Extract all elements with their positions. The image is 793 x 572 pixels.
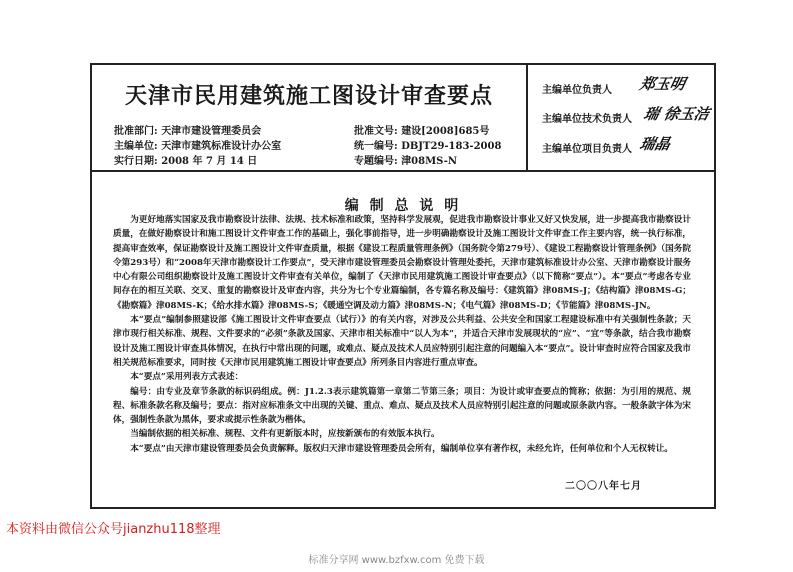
signature-role: 主编单位技术负责人 xyxy=(542,114,632,125)
footer-text: 标准分享网 www.bzfxw.com 免费下载 xyxy=(308,555,485,566)
paragraph: 本“要点”采用列表方式表述： xyxy=(130,372,244,383)
unified-code xyxy=(354,137,501,152)
handwritten-signature: 瑞晶 xyxy=(637,135,672,153)
handwritten-signature: 瑞 徐玉洁 xyxy=(641,105,712,123)
approval-dept xyxy=(114,122,261,137)
album-number xyxy=(354,152,457,167)
handwritten-signature: 郑玉明 xyxy=(637,75,687,93)
document-date: 二〇〇八年七月 xyxy=(565,481,642,492)
paragraph: 本“要点”由天津市建设管理委员会负责解释。版权归天津市建设管理委员会所有，编制单位享有著作权，未经允许，任何单位和个人无权转让。 xyxy=(130,443,673,454)
approval-doc-label: 批准文号: xyxy=(354,126,398,137)
unified-code-value: DBJT29-183-2008 xyxy=(401,141,502,152)
editor-unit xyxy=(114,137,281,152)
approval-doc-number xyxy=(354,122,489,137)
signature-row xyxy=(542,110,632,125)
paragraph: 本“要点”编制参照建设部《施工图设计文件审查要点（试行）》的有关内容，对涉及公共利益、公共安全和国家工程建设标准中有关强制性条款；天津市现行相关标准、规程、文件要求的“必须”条款及国家、天津市相关标准中“以人为本”，并适合天津市发展现状的“应”、“宜”等条款，结合我市勘察设计及施工图设计审查具体情况，在执行中常出现的问题，或难点、疑点及技术人员应特别引起注意的问题编入本“要点”。设计审查时应符合国家及我市相关规范标准要求，同时按《天津市民用建筑施工图设计审查要点》所列条目内容进行重点审查。 xyxy=(113,315,691,368)
album-number-value: 津08MS-N xyxy=(401,156,458,167)
section-title: 编 制 总 说 明 xyxy=(344,198,462,214)
unified-code-label: 统一编号: xyxy=(354,141,398,152)
header-block xyxy=(92,65,714,172)
watermark-text: 本资料由微信公众号jianzhu118整理 xyxy=(6,522,221,537)
approval-dept-value: 天津市建设管理委员会 xyxy=(161,126,262,137)
paragraph: 为更好地落实国家及我市勘察设计法律、法规、技术标准和政策，坚持科学发展观，促进我市勘察设计事业又好又快发展，进一步提高我市勘察设计质量，在做好勘察设计和施工图设计文件审查工作的基础上，强化事前指导，进一步明确勘察设计及施工图设计文件审查工作主要内容，统一执行标准，提高审查效率，保证勘察设计及施工图设计文件审查质量，根据《建设工程质量管理条例》（国务院令第279号）、《建设工程勘察设计管理条例》（国务院令第293号）和“2008年天津市勘察设计工作要点”，受天津市建设管理委员会勘察设计管理处委托，天津市建筑标准设计办公室、天津市勘察设计服务中心有限公司组织勘察设计及施工图设计文件审查有关单位，编制了《天津市民用建筑施工图设计审查要点》（以下简称“要点”）。本“要点”考虑各专业间存在的相互关联、交叉、重复的勘察设计及审查内容，共分为七个专业篇编制，各专篇名称及编号：《建筑篇》津08MS-J；《结构篇》津08MS-G；《勘察篇》津08MS-K；《给水排水篇》津08MS-S；《暖通空调及动力篇》津08MS-N；《电气篇》津08MS-D；《节能篇》津08MS-JN。 xyxy=(113,215,691,311)
document-title: 天津市民用建筑施工图设计审查要点 xyxy=(124,84,493,109)
effective-date xyxy=(114,152,257,167)
album-number-label: 专题编号: xyxy=(354,156,398,167)
editor-unit-value: 天津市建筑标准设计办公室 xyxy=(161,141,282,152)
body-text xyxy=(113,213,691,456)
signature-row xyxy=(542,140,632,155)
effective-date-label: 实行日期: xyxy=(114,156,158,167)
paragraph: 编号：由专业及章节条款的标识码组成。例：J1.2.3表示建筑篇第一章第二节第三条；项目：为设计或审查要点的简称；依据：为引用的规范、规程、标准条款名称及编号；要点：指对应标准条文中出现的关键、重点、难点、疑点及技术人员应特别引起注意的问题或原条款内容。一般条款字体为宋体，强制性条款为黑体，要求或提示性条款为楷体。 xyxy=(113,386,691,426)
approval-dept-label: 批准部门: xyxy=(114,126,158,137)
editor-unit-label: 主编单位: xyxy=(114,141,158,152)
signature-role: 主编单位负责人 xyxy=(542,85,612,96)
paragraph: 当编制依据的相关标准、规程、文件有更新版本时，应按新颁布的有效版本执行。 xyxy=(130,429,440,440)
approval-doc-value: 建设[2008]685号 xyxy=(401,126,490,137)
signature-row xyxy=(542,81,612,96)
effective-date-value: 2008 年 7 月 14 日 xyxy=(161,156,258,167)
signature-role: 主编单位项目负责人 xyxy=(542,144,632,155)
header-info-panel xyxy=(92,65,528,170)
